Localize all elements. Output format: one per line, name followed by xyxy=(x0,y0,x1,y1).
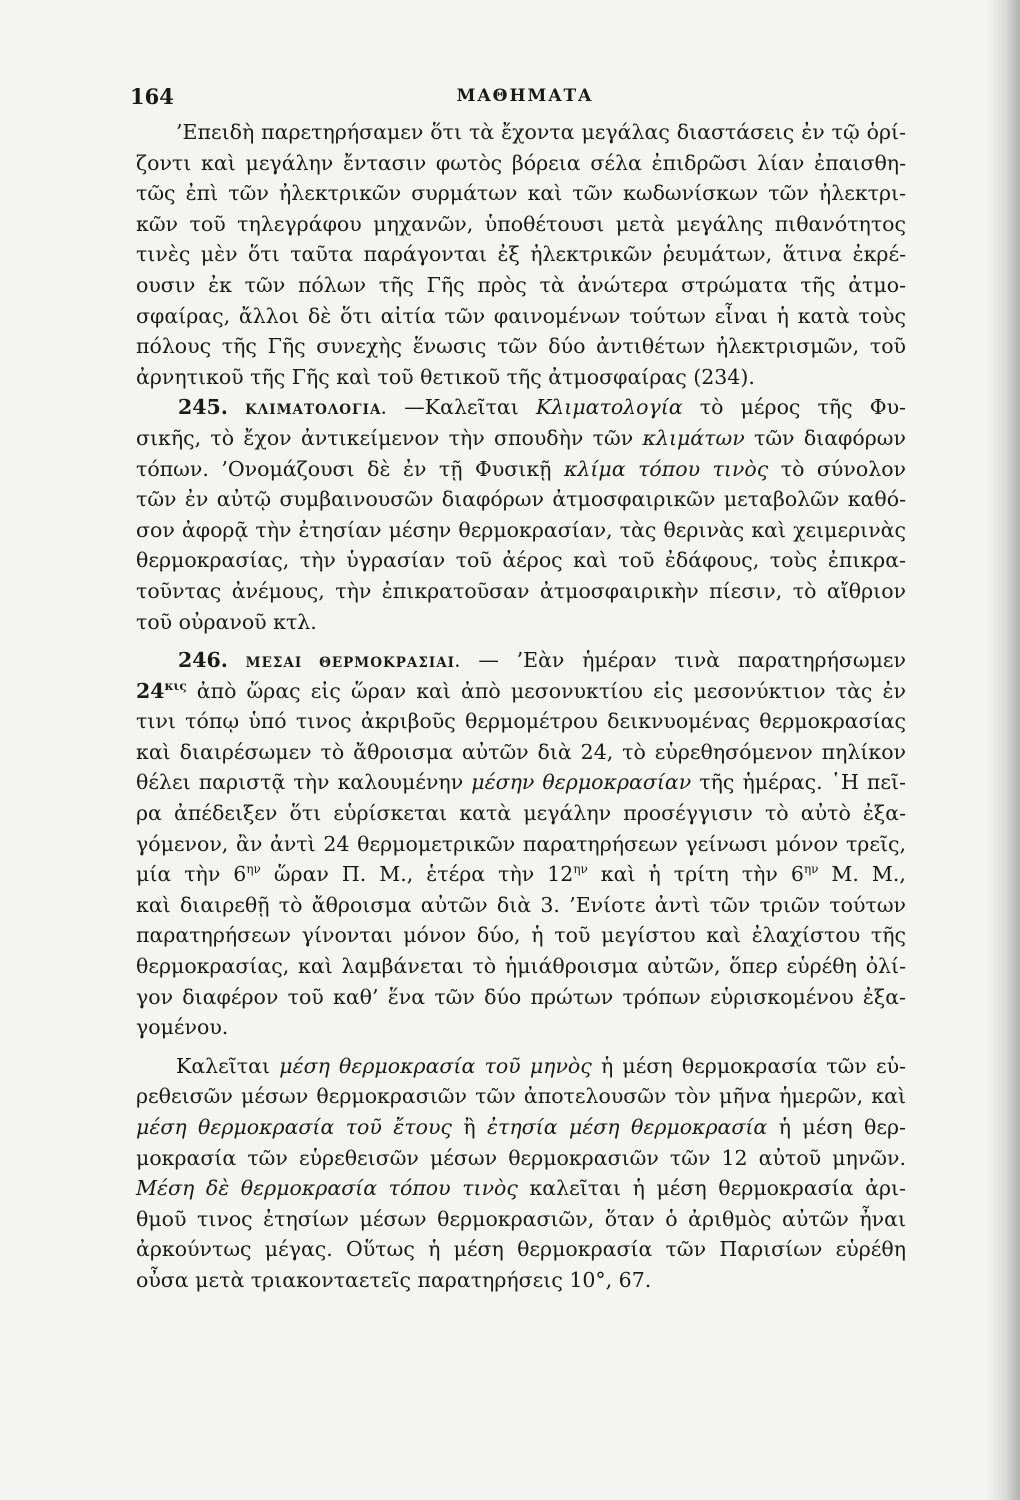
text-line xyxy=(136,676,906,707)
text-line: τοῦντας ἀνέμους, τὴν ἐπικρατοῦσαν ἀτμοσφαιρικὴν πίεσιν, τὸ αἴθριον xyxy=(136,578,906,603)
section-heading: ΚΛΙΜΑΤΟΛΟΓΙΑ. xyxy=(245,402,388,419)
text-line: καὶ διαιρέσωμεν τὸ ἄθροισμα αὐτῶν διὰ 24, τὸ εὑρεθησόμενον πηλίκον xyxy=(136,739,906,764)
text-line xyxy=(136,859,906,890)
section-number: 246. xyxy=(178,648,228,673)
text-line xyxy=(136,645,906,676)
text-line xyxy=(136,392,906,423)
page-spine-shadow xyxy=(986,0,1020,1500)
section-heading: ΜΕΣΑΙ ΘΕΡΜΟΚΡΑΣΙΑΙ. xyxy=(245,655,461,672)
italic-term: ἐτησία μέση θερμοκρασία xyxy=(487,1115,768,1139)
text-run: τόπων. ’Ονομάζουσι δὲ ἐν τῇ Φυσικῇ xyxy=(136,456,552,481)
text-line: γομένου. xyxy=(136,1015,229,1040)
text-line xyxy=(136,1112,906,1143)
text-line: ’Επειδὴ παρετηρήσαμεν ὅτι τὰ ἔχοντα μεγάλας διαστάσεις ἐν τῷ ὁρί- xyxy=(176,120,906,144)
paragraph-aurora-electric xyxy=(136,117,906,392)
text-run: — ’Εὰν ἡμέραν τινὰ παρατηρήσωμεν xyxy=(478,648,906,673)
text-line: παρατηρήσεων γίνονται μόνον δύο, ἡ τοῦ μεγίστου καὶ ἐλαχίστου τῆς xyxy=(136,923,906,948)
text-run: Μ. Μ., xyxy=(831,862,906,887)
text-line: γον διαφέρον τοῦ καθ’ ἕνα τῶν δύο πρώτων τρόπων εὑρισκομένου ἐξα- xyxy=(136,984,906,1009)
text-run xyxy=(136,862,261,886)
section-245-climatology xyxy=(136,392,906,637)
text-line: γόμενον, ἂν ἀντὶ 24 θερμομετρικῶν παρατηρήσεων γείνωσι μόνον τρεῖς, xyxy=(136,831,906,856)
text-run: ἢ xyxy=(463,1115,476,1139)
text-line: σον ἀφορᾷ τὴν ἐτησίαν μέσην θερμοκρασίαν, τὰς θερινὰς καὶ χειμερινὰς xyxy=(136,517,906,542)
italic-term: Κλιματολογία xyxy=(535,395,683,420)
text-line: ρεθεισῶν μέσων θερμοκρασιῶν τῶν ἀποτελουσῶν τὸν μῆνα ἡμερῶν, καὶ xyxy=(136,1084,906,1109)
text-run: τὸ σύνολον xyxy=(780,456,906,481)
page-header xyxy=(130,84,920,114)
text-line: τῶς ἐπὶ τῶν ἠλεκτρικῶν συρμάτων καὶ τῶν κωδωνίσκων τῶν ἠλεκτρι- xyxy=(136,181,906,206)
running-title: ΜΑΘΗΜΑΤΑ xyxy=(456,86,594,106)
number-24: 24 xyxy=(136,678,165,703)
text-run: τῆς ἡμέρας. ῾Η πεῖ- xyxy=(699,770,906,795)
text-line: οὖσα μετὰ τριακονταετεῖς παρατηρήσεις 10°, 67. xyxy=(136,1267,652,1292)
italic-term: μέσην θερμοκρασίαν xyxy=(471,770,692,795)
text-line: θερμοκρασίας, τὴν ὑγρασίαν τοῦ ἀέρος καὶ τοῦ ἐδάφους, τοὺς ἐπικρα- xyxy=(136,548,906,573)
text-run xyxy=(136,679,187,703)
text-line: ζοντι καὶ μεγάλην ἔντασιν φωτὸς βόρεια σέλα ἐπιδρῶσι λίαν ἐπαισθη- xyxy=(136,150,906,175)
text-line: πόλους τῆς Γῆς συνεχὴς ἕνωσις τῶν δύο ἀντιθέτων ἠλεκτρισμῶν, τοῦ xyxy=(136,334,906,359)
text-run: ἀπὸ ὥρας εἰς ὥραν καὶ ἀπὸ μεσονυκτίου εἰς μεσονύκτιον τὰς ἐν xyxy=(196,678,906,703)
text-run: θέλει παριστᾷ τὴν καλουμένην xyxy=(136,770,464,795)
text-line: τοῦ οὐρανοῦ κτλ. xyxy=(136,609,317,634)
text-run: τὸ μέρος τῆς Φυ- xyxy=(699,395,906,420)
text-line: τινι τόπῳ ὑπό τινος ἀκριβοῦς θερμομέτρου δεικνυομένας θερμοκρασίας xyxy=(136,709,906,734)
text-line: ρα ἀπέδειξεν ὅτι εὑρίσκεται κατὰ μεγάλην προσέγγισιν τὸ αὐτὸ ἐξα- xyxy=(136,801,906,826)
text-line: τινὲς μὲν ὅτι ταῦτα παράγονται ἐξ ἠλεκτρικῶν ῥευμάτων, ἅτινα ἐκρέ- xyxy=(136,242,906,267)
text-line: ἀρνητικοῦ τῆς Γῆς καὶ τοῦ θετικοῦ τῆς ἀτμοσφαίρας (234). xyxy=(136,364,755,389)
text-run: —Καλεῖται xyxy=(404,395,519,420)
text-line xyxy=(136,1051,906,1082)
italic-term: κλίμα τόπου τινὸς xyxy=(563,456,769,481)
text-run: μία τὴν 6 xyxy=(136,862,247,887)
text-line: τῶν ἐν αὐτῷ συμβαινουσῶν διαφόρων ἀτμοσφαιρικῶν μεταβολῶν καθό- xyxy=(136,487,906,512)
text-run: ἡ μέση θερμοκρασία τῶν εὑ- xyxy=(600,1053,906,1078)
text-line xyxy=(136,454,906,485)
superscript: κις xyxy=(164,678,187,693)
text-run xyxy=(274,862,588,886)
italic-term: κλιμάτων xyxy=(642,425,745,450)
paragraph-monthly-annual-mean xyxy=(136,1051,906,1296)
section-246-mean-temperatures xyxy=(136,645,906,1043)
italic-term: μέση θερμοκρασία τοῦ ἔτους xyxy=(136,1115,452,1139)
superscript: ην xyxy=(803,862,819,877)
text-line: θερμοκρασίας, καὶ λαμβάνεται τὸ ἡμιάθροισμα αὐτῶν, ὅπερ εὑρέθη ὀλί- xyxy=(136,954,906,979)
text-line: ουσιν ἐκ τῶν πόλων τῆς Γῆς πρὸς τὰ ἀνώτερα στρώματα τῆς ἀτμο- xyxy=(136,272,906,297)
text-run: Καλεῖται xyxy=(176,1053,271,1078)
text-block xyxy=(136,117,906,1296)
text-line xyxy=(136,1173,906,1204)
text-line xyxy=(136,767,906,798)
text-line: μοκρασία τῶν εὑρεθεισῶν μέσων θερμοκρασιῶν τῶν 12 αὐτοῦ μηνῶν. xyxy=(136,1145,906,1170)
superscript: ην xyxy=(246,862,261,877)
text-line: σφαίρας, ἄλλοι δὲ ὅτι αἰτία τῶν φαινομένων τούτων εἶναι ἡ κατὰ τοὺς xyxy=(136,303,906,328)
text-run: καλεῖται ἡ μέση θερμοκρασία ἀρι- xyxy=(529,1176,906,1201)
superscript: ην xyxy=(573,862,588,877)
text-line: καὶ διαιρεθῇ τὸ ἄθροισμα αὐτῶν διὰ 3. ’Ενίοτε ἀντὶ τῶν τριῶν τούτων xyxy=(136,892,906,917)
text-run: τῶν διαφόρων xyxy=(754,425,906,450)
page-number: 164 xyxy=(130,84,174,109)
text-line: θμοῦ τινος ἐτησίων μέσων θερμοκρασιῶν, ὅταν ὁ ἀριθμὸς αὐτῶν ἦναι xyxy=(136,1206,906,1231)
text-run: σικῆς, τὸ ἔχον ἀντικείμενον τὴν σπουδὴν τῶν xyxy=(136,425,634,450)
text-run: ὥραν Π. Μ., ἑτέρα τὴν 12 xyxy=(273,862,574,887)
text-line xyxy=(136,423,906,454)
italic-term: μέση θερμοκρασία τοῦ μηνὸς xyxy=(279,1053,592,1078)
italic-term: Μέση δὲ θερμοκρασία τόπου τινὸς xyxy=(136,1176,518,1201)
text-run: ἡ μέση θερ- xyxy=(778,1115,906,1139)
section-number: 245. xyxy=(178,395,228,420)
text-run xyxy=(601,862,819,886)
text-line: κῶν τοῦ τηλεγράφου μηχανῶν, ὑποθέτουσι μετὰ μεγάλης πιθανότητος xyxy=(136,211,906,236)
text-line: ἀρκούντως μέγας. Οὕτως ἡ μέση θερμοκρασία τῶν Παρισίων εὑρέθη xyxy=(136,1237,906,1262)
text-run: καὶ ἡ τρίτη τὴν 6 xyxy=(600,862,804,887)
